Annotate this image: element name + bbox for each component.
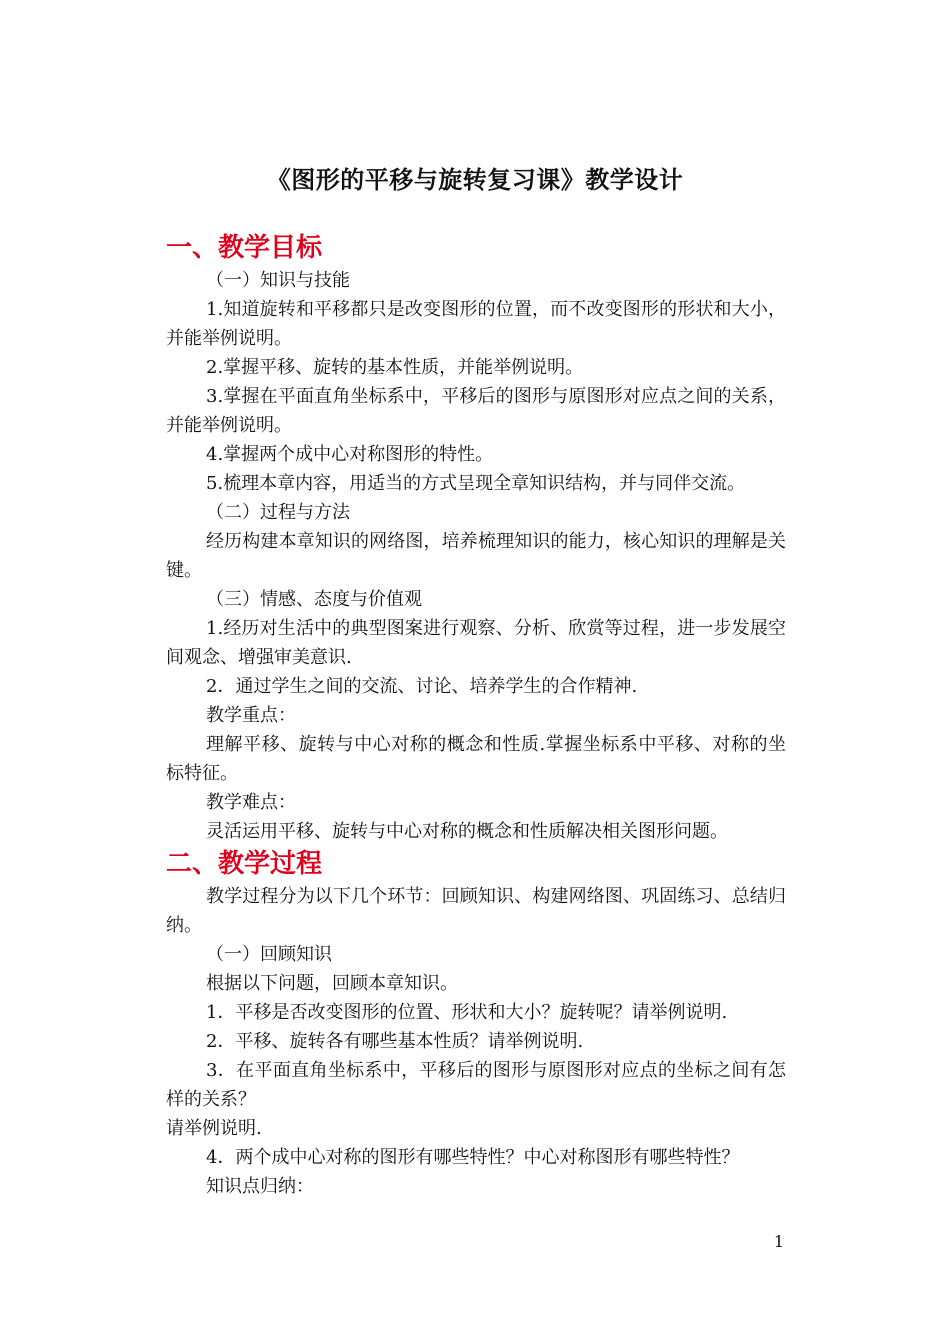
key-points-label: 教学重点： [206,705,296,726]
review-question-1: 1．平移是否改变图形的位置、形状和大小？旋转呢？请举例说明. [206,1002,728,1023]
document-body [166,230,786,1201]
goal-item-1: 1.知道旋转和平移都只是改变图形的位置，而不改变图形的形状和大小，并能举例说明。 [166,299,786,349]
goal-item-3: 3.掌握在平面直角坐标系中，平移后的图形与原图形对应点之间的关系，并能举例说明。 [166,386,786,436]
document-title: 《图形的平移与旋转复习课》教学设计 [266,166,684,194]
subheading-values: （三）情感、态度与价值观 [206,589,422,610]
review-question-4: 4．两个成中心对称的图形有哪些特性？中心对称图形有哪些特性？ [206,1147,740,1168]
review-question-3-continued: 请举例说明. [166,1118,262,1139]
review-question-2: 2．平移、旋转各有哪些基本性质？请举例说明. [206,1031,584,1052]
process-text: 经历构建本章知识的网络图，培养梳理知识的能力，核心知识的理解是关键。 [166,531,786,581]
difficulty-label: 教学难点： [206,792,296,813]
goal-item-4: 4.掌握两个成中心对称图形的特性。 [206,444,494,465]
section-heading-teaching-goals: 一、教学目标 [166,233,323,263]
page-number: 1 [773,1232,784,1251]
goal-item-5: 5.梳理本章内容，用适当的方式呈现全章知识结构，并与同伴交流。 [206,473,746,494]
goal-item-2: 2.掌握平移、旋转的基本性质，并能举例说明。 [206,357,584,378]
values-item-1: 1.经历对生活中的典型图案进行观察、分析、欣赏等过程，进一步发展空间观念、增强审美意识. [166,618,786,668]
review-lead: 根据以下问题，回顾本章知识。 [206,973,458,994]
values-item-2: 2．通过学生之间的交流、讨论、培养学生的合作精神. [206,676,638,697]
key-points-text: 理解平移、旋转与中心对称的概念和性质.掌握坐标系中平移、对称的坐标特征。 [166,734,786,784]
subheading-review: （一）回顾知识 [206,944,332,965]
process-intro: 教学过程分为以下几个环节：回顾知识、构建网络图、巩固练习、总结归纳。 [166,886,786,936]
subheading-knowledge-skills: （一）知识与技能 [206,270,350,291]
difficulty-text: 灵活运用平移、旋转与中心对称的概念和性质解决相关图形问题。 [206,821,728,842]
review-question-3: 3．在平面直角坐标系中，平移后的图形与原图形对应点的坐标之间有怎样的关系？ [166,1060,786,1110]
subheading-process-methods: （二）过程与方法 [206,502,350,523]
knowledge-summary-label: 知识点归纳： [206,1176,314,1197]
section-heading-teaching-process: 二、教学过程 [166,849,323,879]
